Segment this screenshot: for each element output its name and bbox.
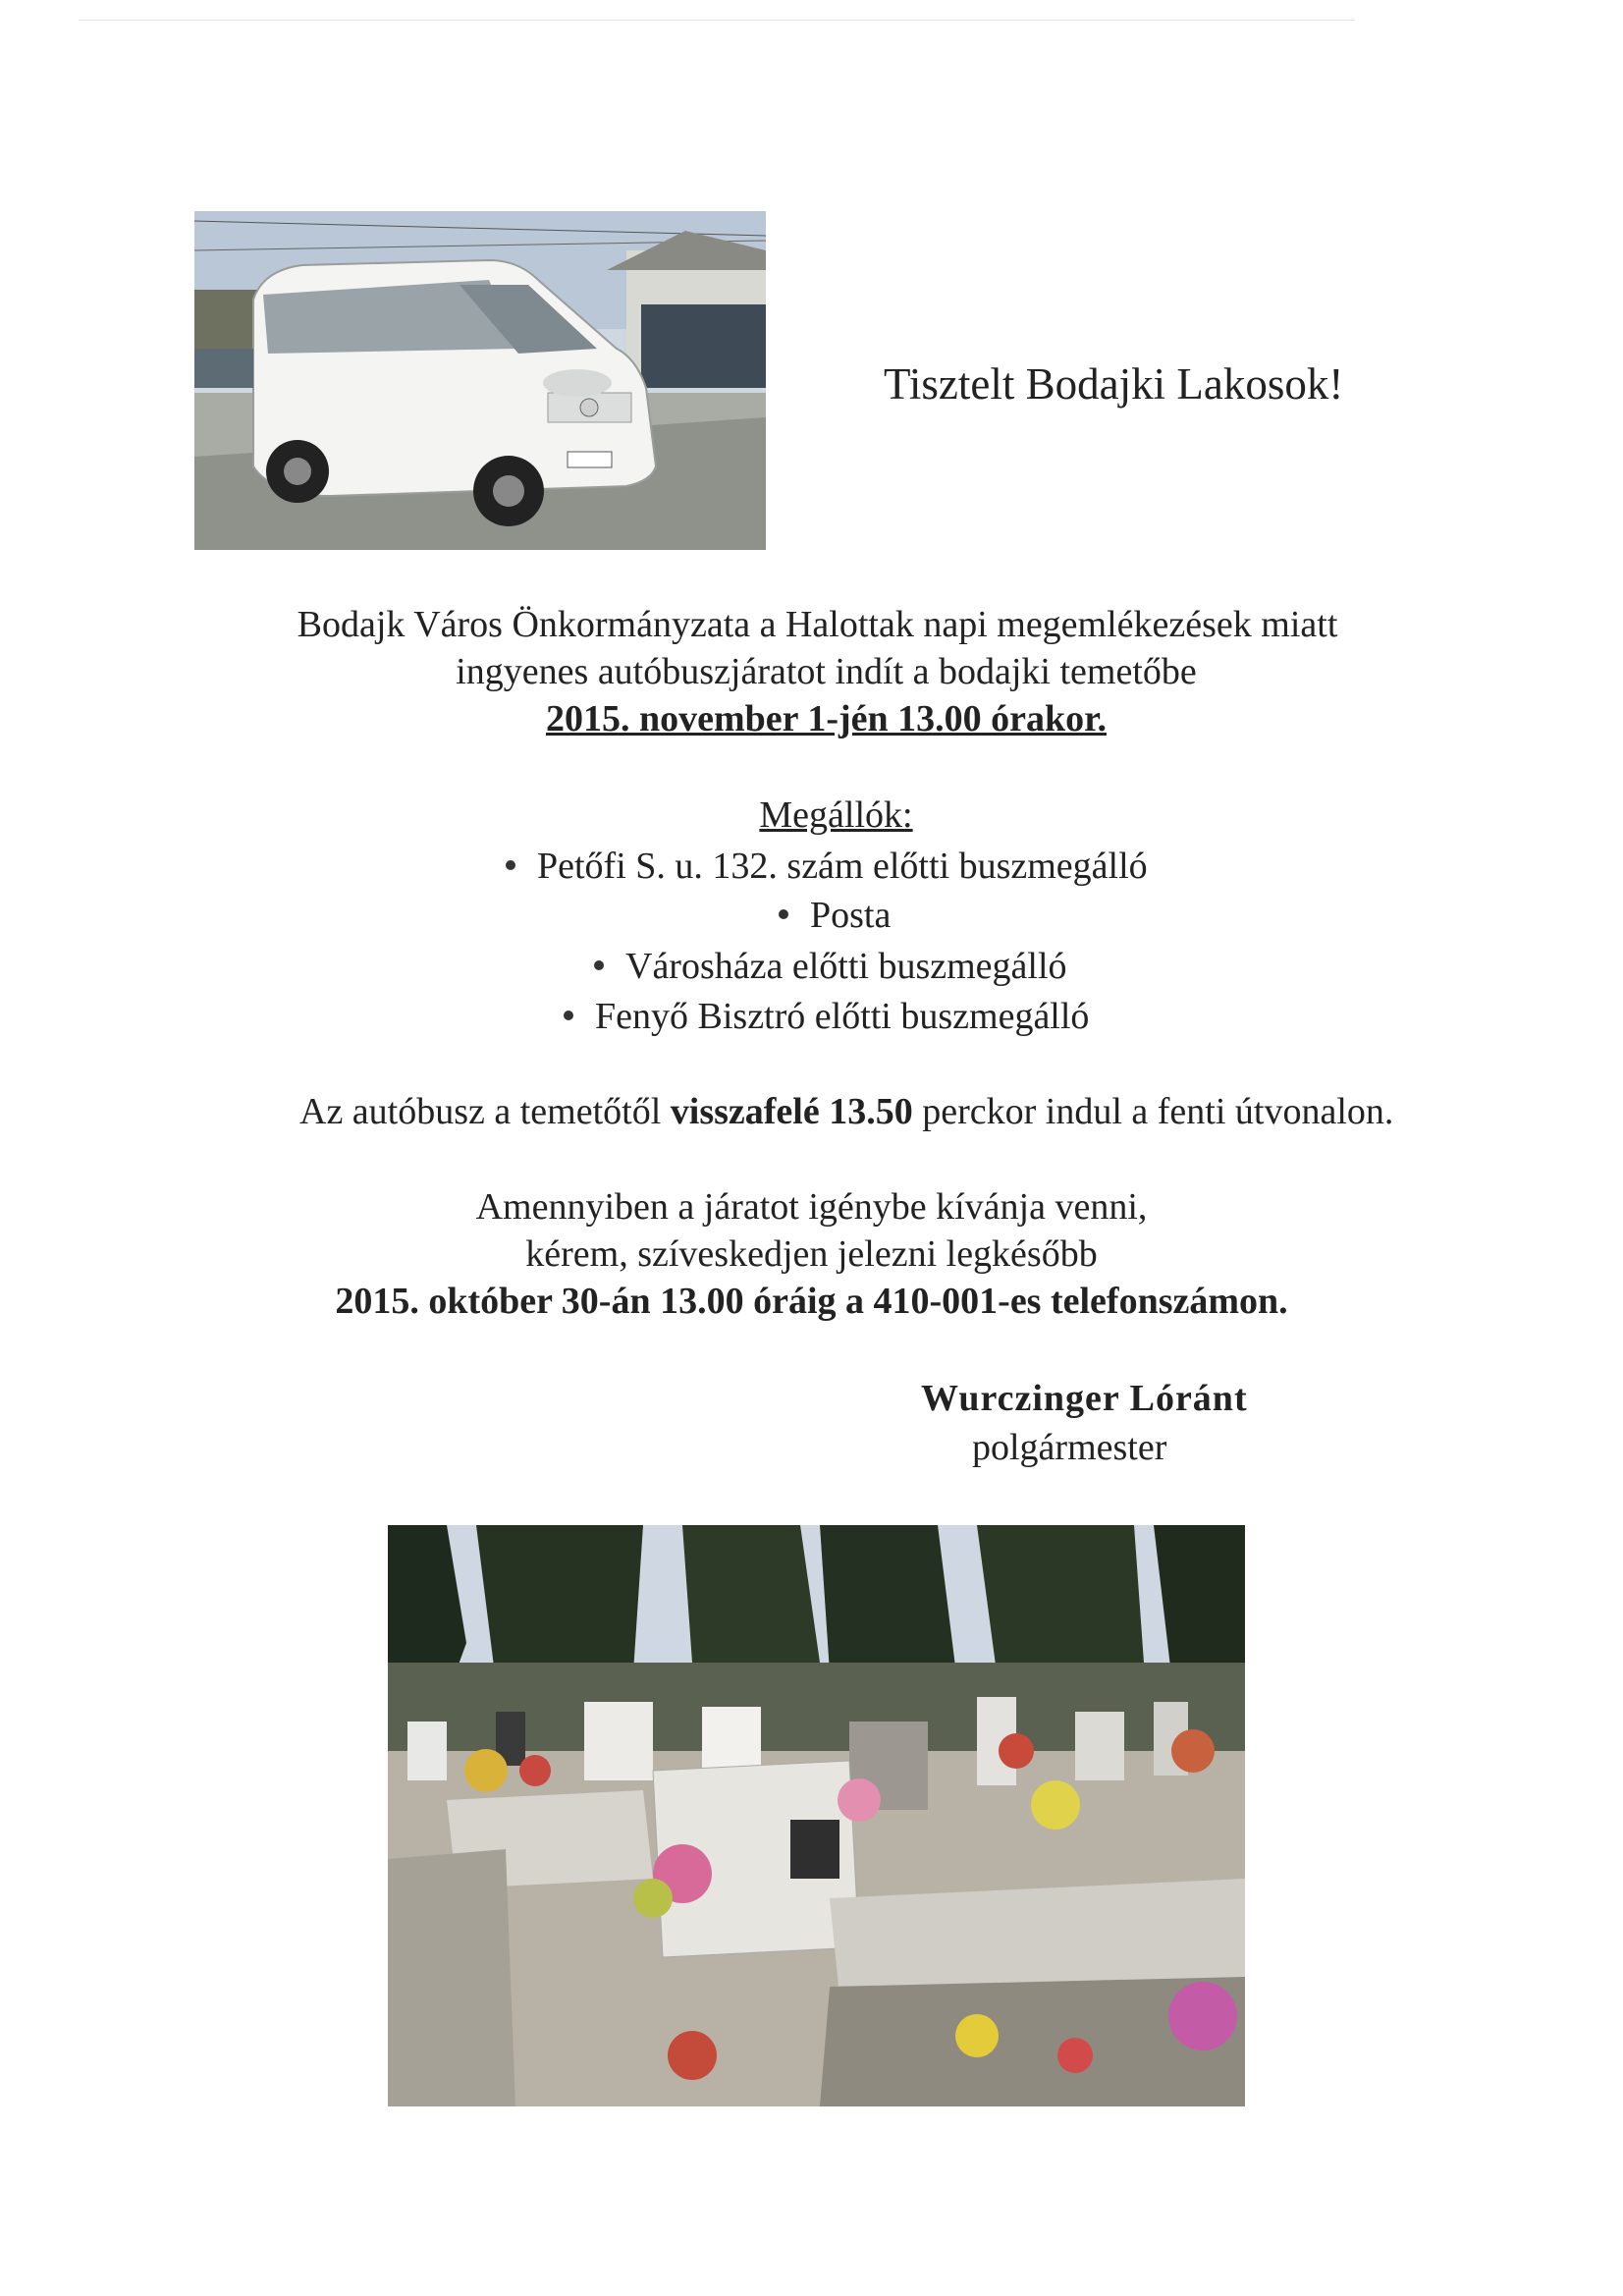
signature-title: polgármester bbox=[972, 1427, 1167, 1468]
minibus-photo bbox=[194, 211, 766, 550]
intro-line-2: ingyenes autóbuszjáratot indít a bodajki temetőbe bbox=[456, 651, 1197, 692]
stops-heading: Megállók: bbox=[759, 794, 913, 836]
scan-artifact-line bbox=[79, 20, 1355, 21]
signature-name: Wurczinger Lóránt bbox=[921, 1378, 1248, 1419]
return-trip-text: Az autóbusz a temetőtől visszafelé 13.50 perckor indul a fenti útvonalon. bbox=[299, 1091, 1394, 1132]
signup-paragraph bbox=[0, 1183, 1623, 1325]
event-date: 2015. november 1-jén 13.00 órakor. bbox=[545, 698, 1108, 739]
intro-line-1: Bodajk Város Önkormányzata a Halottak napi megemlékezések miatt bbox=[297, 604, 1338, 645]
bullet-icon bbox=[594, 960, 604, 970]
intro-paragraph bbox=[0, 601, 1623, 742]
bullet-icon bbox=[564, 1011, 573, 1020]
stop-item: Városháza előtti buszmegálló bbox=[594, 945, 1067, 988]
return-time: visszafelé 13.50 bbox=[670, 1091, 913, 1132]
bullet-icon bbox=[779, 909, 788, 919]
stop-item: Petőfi S. u. 132. szám előtti buszmegálló bbox=[506, 845, 1148, 888]
bullet-icon bbox=[506, 860, 515, 870]
cemetery-photo bbox=[388, 1525, 1245, 2106]
signup-line-2: kérem, szíveskedjen jelezni legkésőbb bbox=[525, 1233, 1098, 1275]
stop-item: Fenyő Bisztró előtti buszmegálló bbox=[564, 995, 1089, 1038]
greeting-heading: Tisztelt Bodajki Lakosok! bbox=[884, 359, 1344, 409]
signup-line-1: Amennyiben a járatot igénybe kívánja venni, bbox=[475, 1186, 1148, 1228]
stop-item: Posta bbox=[779, 894, 891, 937]
signup-deadline: 2015. október 30-án 13.00 óráig a 410-001-es telefonszámon. bbox=[335, 1281, 1288, 1322]
